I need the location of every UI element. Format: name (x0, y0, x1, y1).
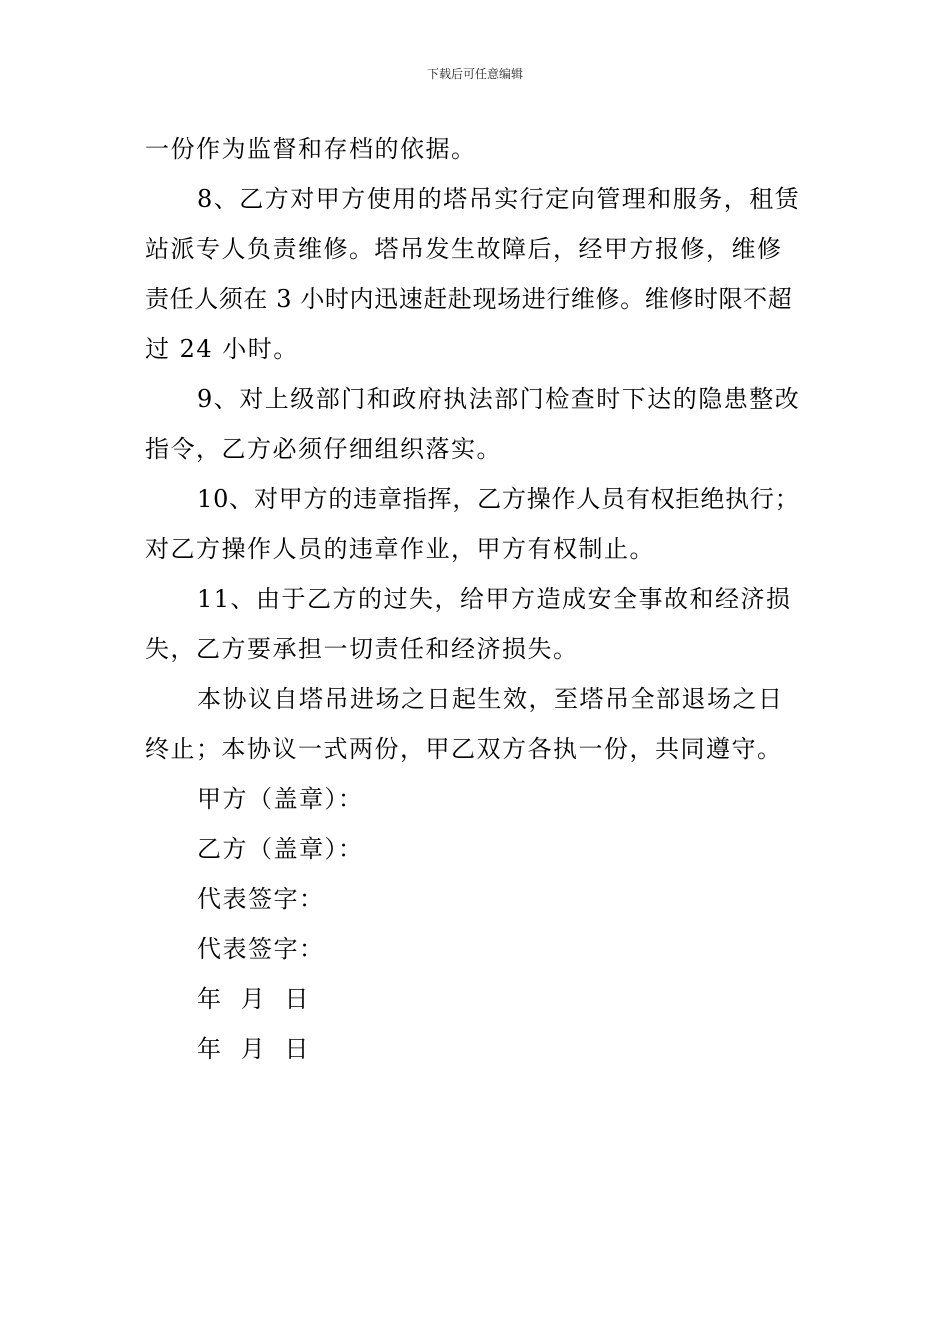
validity-line-1: 本协议自塔吊进场之日起生效，至塔吊全部退场之日 (197, 685, 784, 713)
party-a-seal-label: 甲方（盖章）： (197, 785, 364, 813)
paragraph-line-1: 一份作为监督和存档的依据。 (145, 135, 477, 163)
party-b-seal-label: 乙方（盖章）： (197, 835, 364, 863)
clause-8-line-4: 过 24 小时。 (145, 335, 299, 363)
representative-signature-label-2: 代表签字： (197, 935, 325, 963)
validity-line-2: 终止；本协议一式两份，甲乙双方各执一份，共同遵守。 (145, 735, 783, 763)
document-body (145, 124, 815, 1074)
clause-11-line-1: 11、由于乙方的过失，给甲方造成安全事故和经济损 (197, 585, 792, 613)
clause-10-line-1: 10、对甲方的违章指挥，乙方操作人员有权拒绝执行； (197, 485, 800, 513)
clause-9-line-2: 指令，乙方必须仔细组织落实。 (145, 435, 502, 463)
clause-9-line-1: 9、对上级部门和政府执法部门检查时下达的隐患整改 (197, 385, 801, 413)
representative-signature-label-1: 代表签字： (197, 885, 325, 913)
clause-8-line-3: 责任人须在 3 小时内迅速赶赴现场进行维修。维修时限不超 (145, 285, 793, 313)
clause-8-line-2: 站派专人负责维修。塔吊发生故障后，经甲方报修，维修 (145, 235, 783, 263)
clause-11-line-2: 失，乙方要承担一切责任和经济损失。 (145, 635, 579, 663)
clause-8-line-1: 8、乙方对甲方使用的塔吊实行定向管理和服务，租赁 (197, 185, 801, 213)
date-line-2: 年 月 日 (197, 1035, 311, 1063)
page-header-note: 下载后可任意编辑 (426, 67, 523, 81)
date-line-1: 年 月 日 (197, 985, 311, 1013)
clause-10-line-2: 对乙方操作人员的违章作业，甲方有权制止。 (145, 535, 655, 563)
